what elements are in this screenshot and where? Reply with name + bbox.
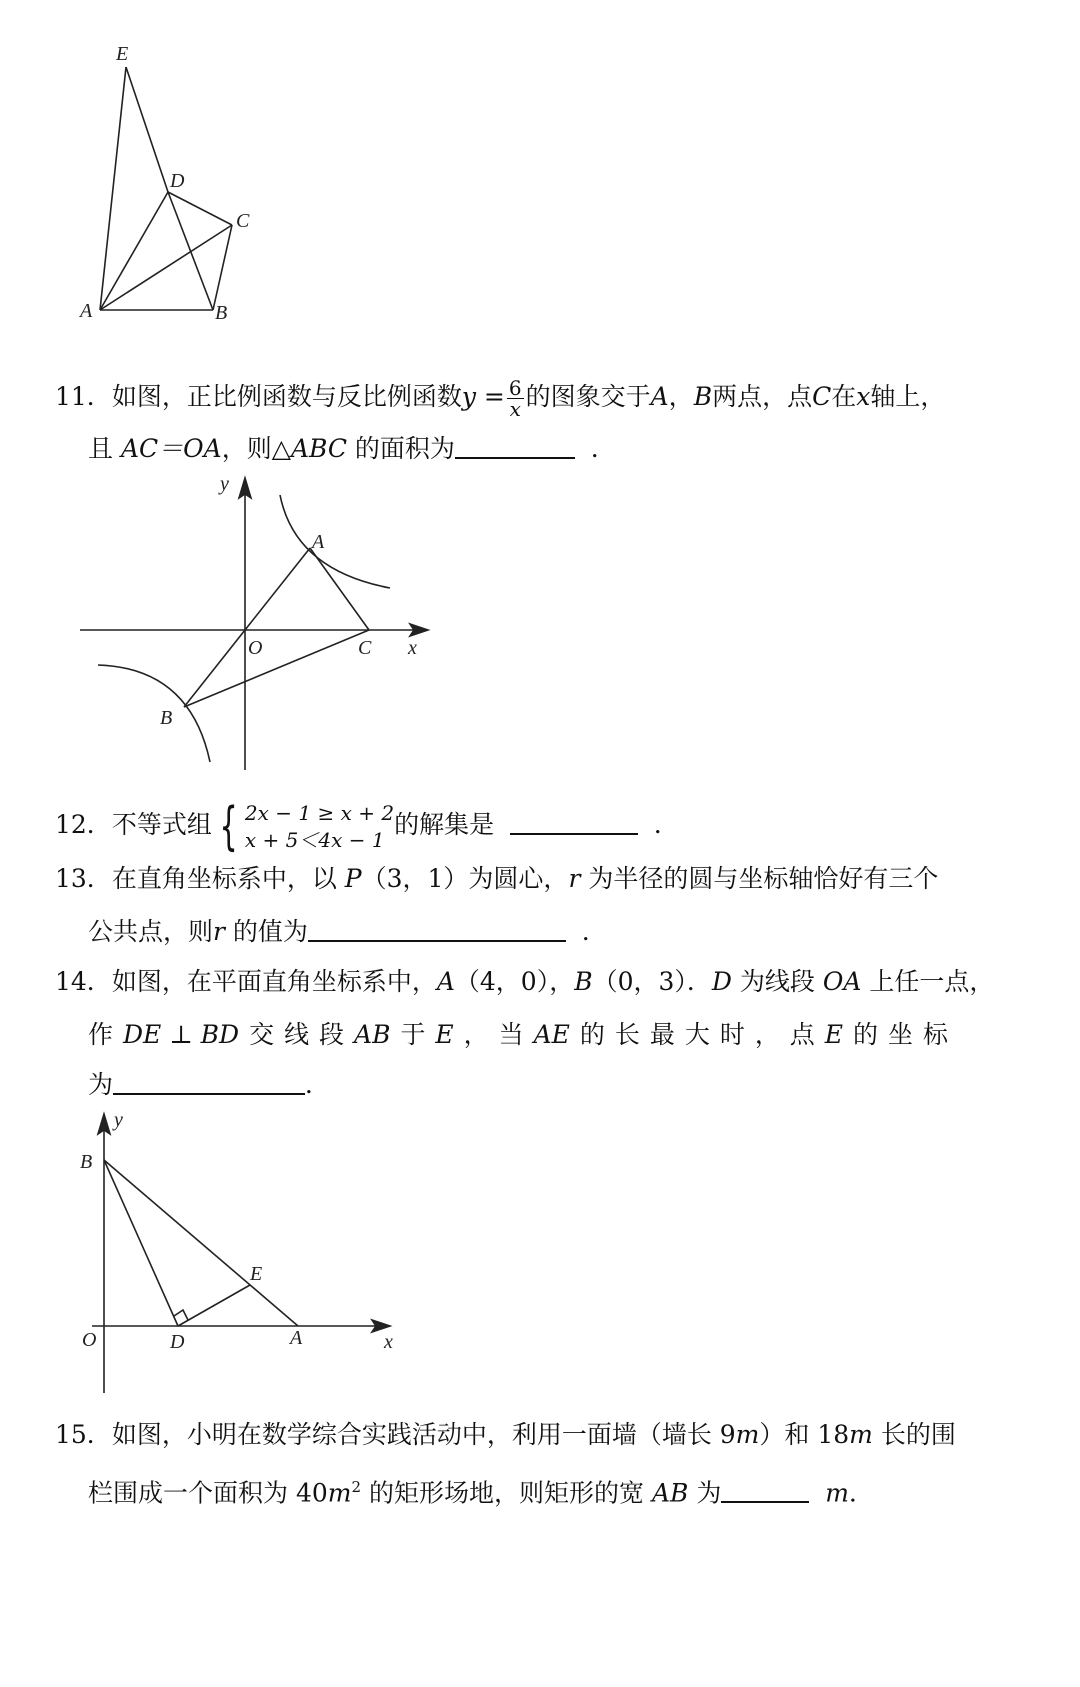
- segment-OB: [184, 630, 245, 707]
- label-A: A: [290, 1327, 303, 1349]
- question-13-line-2: 公共点，则r 的值为 ．: [88, 917, 607, 946]
- segment-BD: [104, 1160, 178, 1326]
- question-14-line-3: 为 ．: [88, 1070, 331, 1099]
- answer-blank-12[interactable]: [510, 809, 638, 835]
- label-C: C: [236, 210, 250, 232]
- question-15-line-2: 栏围成一个面积为 $40m^2$ 的矩形场地，则矩形的宽 AB 为 m．: [88, 1478, 874, 1508]
- label-x: x: [408, 637, 417, 659]
- segment-ED: [126, 67, 168, 192]
- label-B: B: [215, 302, 228, 324]
- segment-BA: [104, 1160, 298, 1326]
- label-B: B: [160, 707, 173, 729]
- segment-CB: [213, 225, 232, 310]
- question-11-line-2: 且 AC＝OA，则△ABC 的面积为 ．: [88, 434, 616, 463]
- label-E: E: [250, 1263, 263, 1285]
- fraction-6-over-x: $\frac{6}{x}$: [508, 376, 522, 421]
- question-12: 12．不等式组 { 2x − 1 ≥ x + 2 x + 5＜4x − 1 的解集是 ．: [55, 796, 679, 857]
- inequality-system: 2x − 1 ≥ x + 2 x + 5＜4x − 1: [244, 800, 395, 852]
- label-A: A: [312, 531, 325, 553]
- label-O: O: [82, 1329, 97, 1351]
- segment-AC: [100, 225, 232, 310]
- label-B: B: [80, 1151, 93, 1173]
- label-O: O: [248, 637, 263, 659]
- segment-OA: [245, 548, 310, 630]
- label-y: y: [114, 1109, 123, 1131]
- segment-AC: [310, 548, 369, 630]
- hyperbola-branch-2: [98, 665, 210, 762]
- system-brace: {: [219, 796, 238, 857]
- right-angle-mark: [174, 1310, 188, 1320]
- label-D: D: [170, 1331, 185, 1353]
- label-A: A: [80, 300, 93, 322]
- label-D: D: [170, 170, 185, 192]
- hyperbola-branch-1: [280, 495, 390, 588]
- label-E: E: [116, 43, 129, 65]
- answer-blank-13[interactable]: [308, 916, 566, 942]
- coordinate-triangle-figure: [72, 1108, 412, 1398]
- label-y: y: [220, 473, 229, 495]
- question-15-line-1: 15．如图，小明在数学综合实践活动中，利用一面墙（墙长 9m）和 18m 长的围: [55, 1420, 956, 1449]
- question-14-line-2: 作 DE ⊥ BD 交 线 段 AB 于 E ， 当 AE 的 长 最 大 时 ， 点 E 的 坐 标: [88, 1020, 948, 1049]
- segment-DB: [168, 192, 213, 310]
- question-11-line-1: 11．如图，正比例函数与反比例函数y = $\frac{6}{x}$ 的图象交于A，B两点，点C在x轴上，: [55, 376, 946, 421]
- label-x: x: [384, 1331, 393, 1353]
- segment-AE: [100, 67, 126, 310]
- quadrilateral-figure: [70, 35, 270, 335]
- answer-blank-11[interactable]: [455, 433, 575, 459]
- segment-DE: [178, 1285, 250, 1326]
- label-C: C: [358, 637, 372, 659]
- answer-blank-14[interactable]: [113, 1069, 305, 1095]
- segment-BC: [184, 630, 369, 707]
- question-14-line-1: 14．如图，在平面直角坐标系中，A（4，0），B（0，3）．D 为线段 OA 上任一点，: [55, 967, 995, 996]
- answer-blank-15[interactable]: [721, 1477, 809, 1503]
- question-13-line-1: 13．在直角坐标系中，以 P（3，1）为圆心，r 为半径的圆与坐标轴恰好有三个: [55, 864, 939, 893]
- segment-DC: [168, 192, 232, 225]
- hyperbola-figure: [80, 470, 440, 770]
